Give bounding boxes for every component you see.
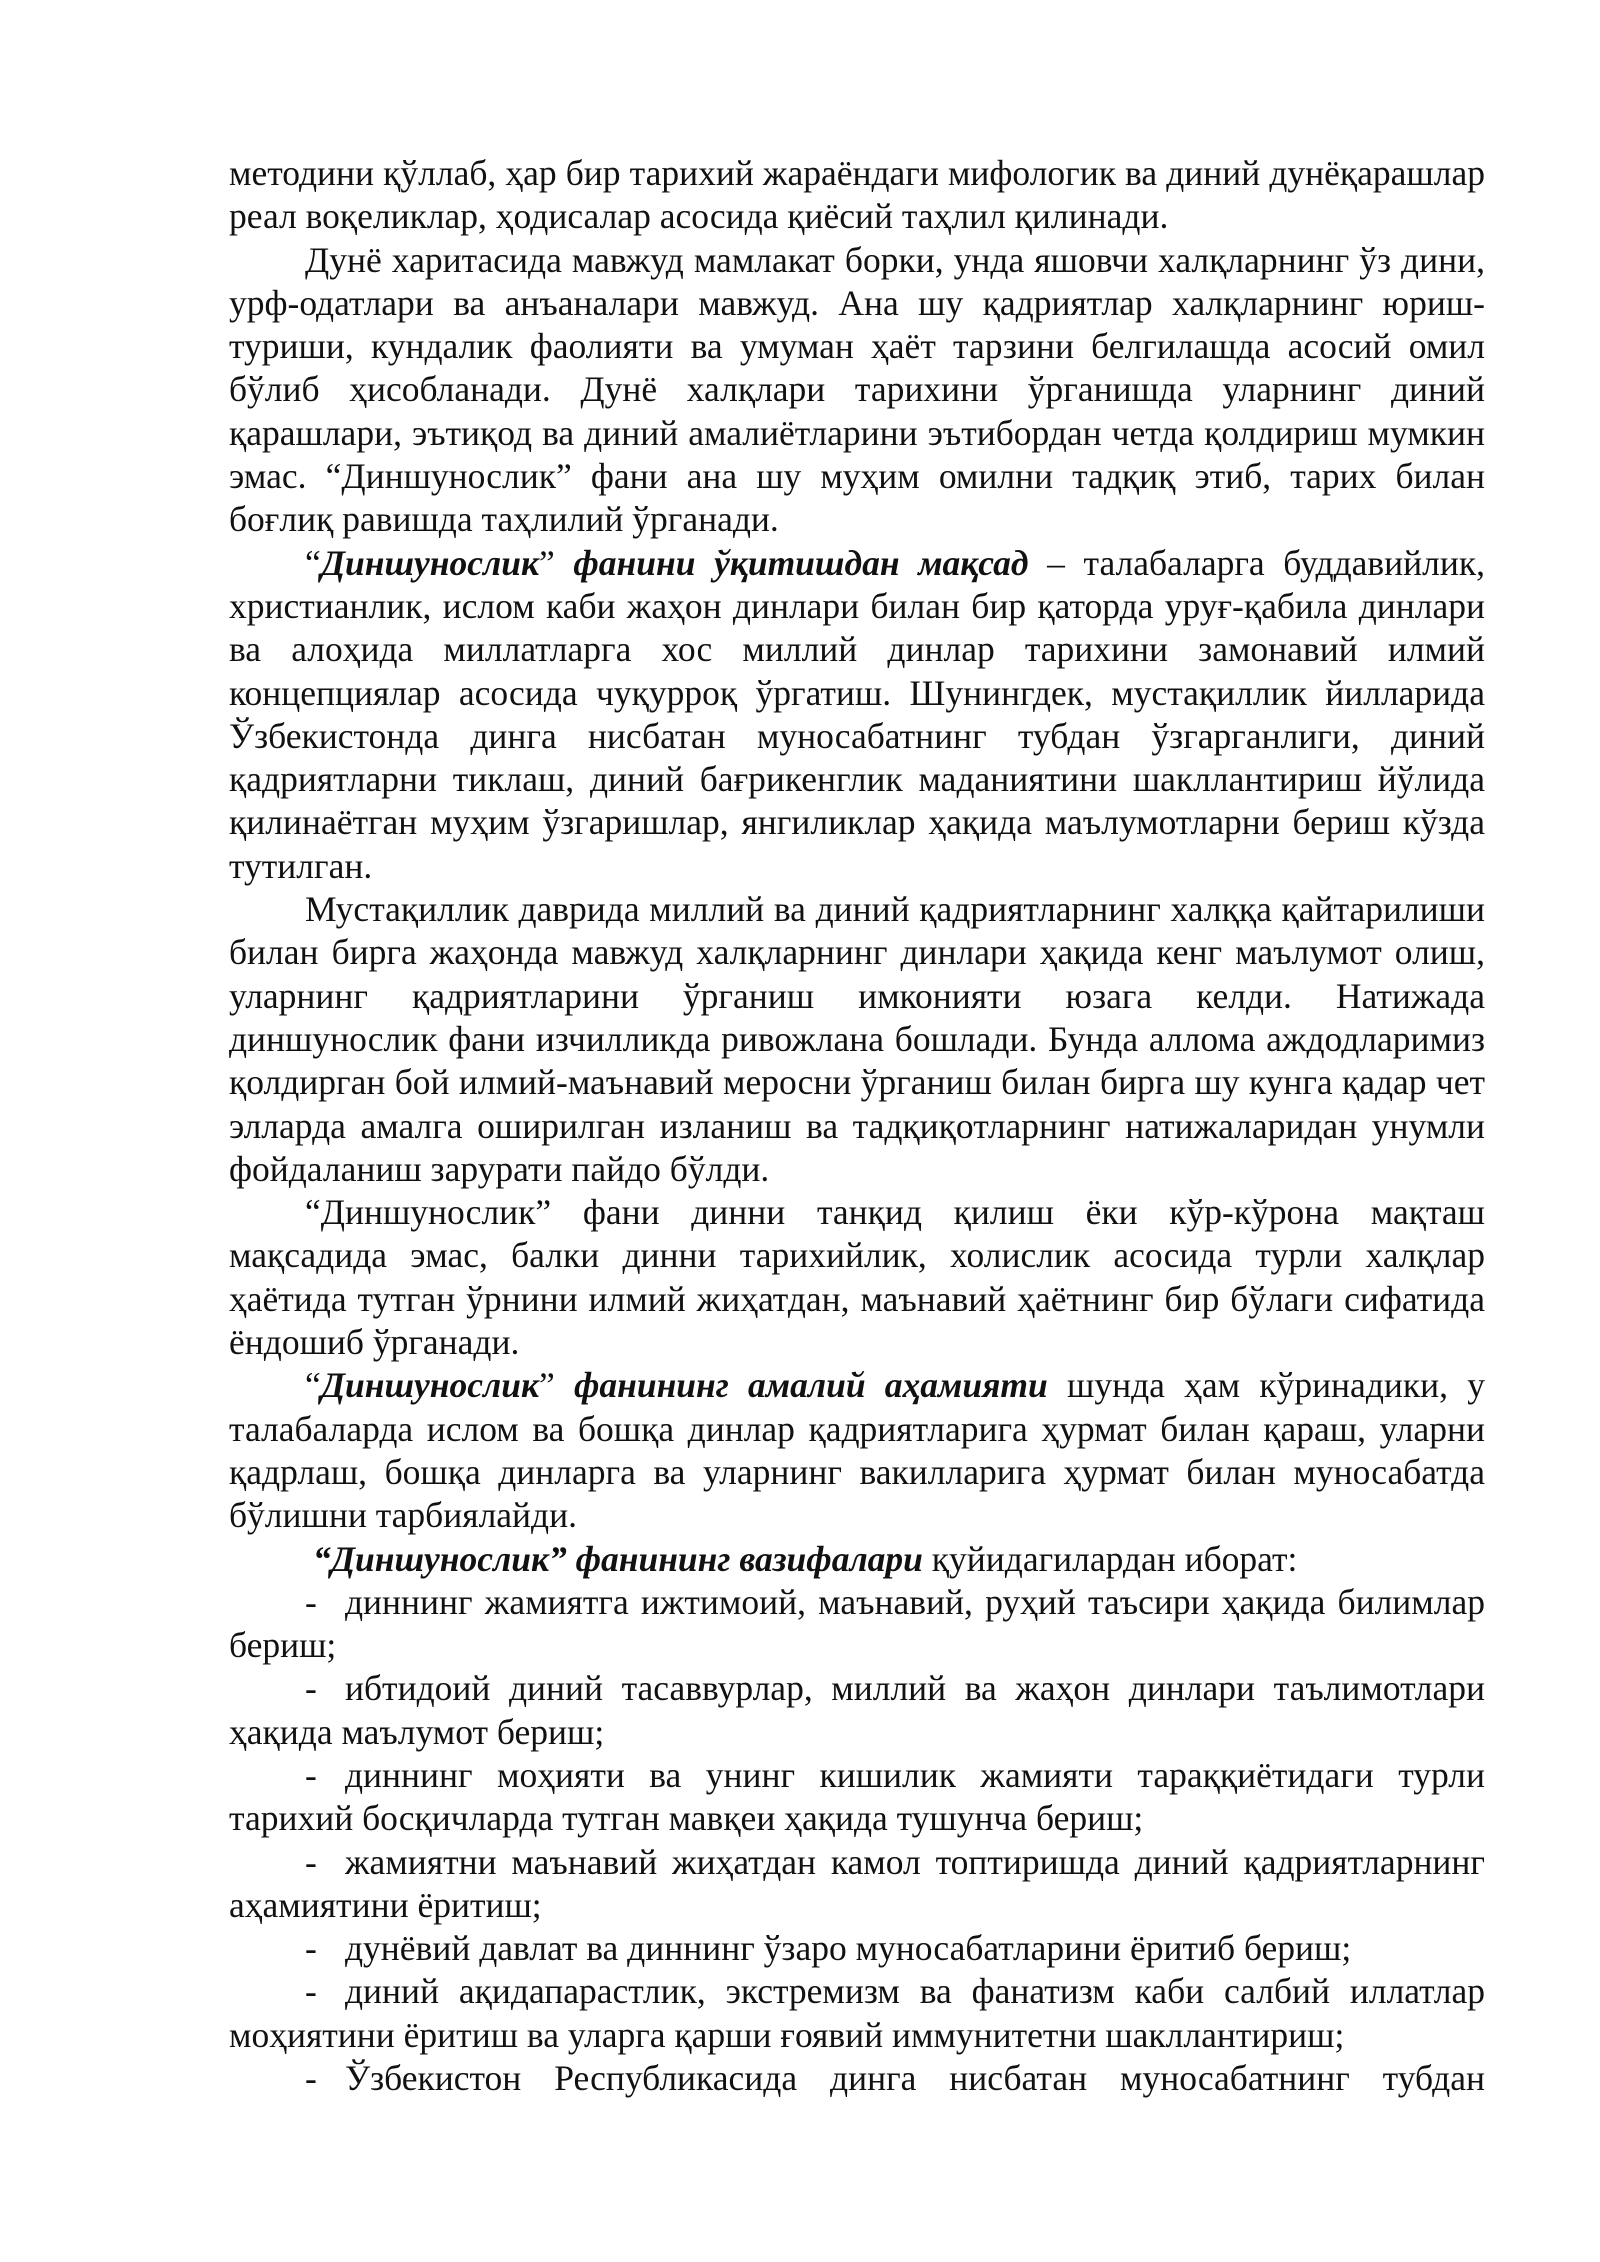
list-item-text: диннинг моҳияти ва унинг кишилик жамияти тараққиётидаги турли тарихий босқичларда тутган мавқеи ҳақида тушунча бериш; <box>229 1754 1485 1839</box>
list-dash: - <box>305 2058 317 2099</box>
list-item-text: жамиятни маънавий жиҳатдан камол топтиришда диний қадриятларнинг аҳамиятини ёритиш; <box>229 1841 1485 1925</box>
tasks-intro-text: қуйидагилардан иборат: <box>922 1538 1298 1579</box>
paragraph-goal <box>229 542 1485 888</box>
paragraph-tasks-intro <box>229 1538 1485 1581</box>
list-dash: - <box>305 1581 317 1622</box>
list-item <box>229 1970 1485 2057</box>
quote-close: ” <box>538 542 574 583</box>
list-item <box>229 2057 1485 2100</box>
quote-open: “ <box>305 1365 321 1406</box>
paragraph-critique: “Диншунослик” фани динни танқид қилиш ёки кўр-кўрона мақташ мақсадида эмас, балки динни тарихийлик, холислик асосида турли халқлар ҳаётида тутган ўрнини илмий жиҳатдан, маънавий ҳаётнинг бир бўлаги сифатида ёндошиб ўрганади. <box>229 1192 1485 1363</box>
list-item <box>229 1581 1485 1668</box>
subject-name-bold: Диншунослик <box>320 1365 539 1406</box>
list-dash: - <box>305 1754 317 1795</box>
list-item <box>229 1754 1485 1841</box>
quote-close: ” <box>538 1365 574 1406</box>
practical-text: шунда ҳам кўринадики, у талабаларда ислом ва бошқа динлар қадриятларига ҳурмат билан қараш, уларни қадрлаш, бошқа динларга ва уларнинг вакилларига ҳурмат билан муносабатда бўлишни тарбиялайди. <box>229 1365 1485 1536</box>
tasks-heading-bold: “Диншунослик” фанининг вазифалари <box>313 1538 923 1579</box>
list-item-text: ибтидоий диний тасаввурлар, миллий ва жаҳон динлари таълимотлари ҳақида маълумот бериш; <box>229 1668 1485 1752</box>
list-item-text: диний ақидапарастлик, экстремизм ва фанатизм каби салбий иллатлар моҳиятини ёритиш ва уларга қарши ғоявий иммунитетни шакллантириш; <box>229 1971 1485 2055</box>
list-item <box>229 1927 1485 1970</box>
subject-name-bold: Диншунослик <box>320 542 539 583</box>
paragraph-world-map: Дунё харитасида мавжуд мамлакат борки, унда яшовчи халқларнинг ўз дини, урф-одатлари ва анъаналари мавжуд. Ана шу қадриятлар халқларнинг юриш-туриши, кундалик фаолияти ва умуман ҳаёт тарзини белгилашда асосий омил бўлиб ҳисобланади. Дунё халқлари тарихини ўрганишда уларнинг диний қарашлари, эътиқод ва диний амалиётларини эътибордан четда қолдириш мумкин эмас. “Диншунослик” фани ана шу муҳим омилни тадқиқ этиб, тарих билан боғлиқ равишда таҳлилий ўрганади. <box>229 239 1485 540</box>
paragraph-method: методини қўллаб, ҳар бир тарихий жараёндаги мифологик ва диний дунёқарашлар реал воқеликлар, ҳодисалар асосида қиёсий таҳлил қилинади. <box>229 153 1485 237</box>
paragraph-practical-importance <box>229 1364 1485 1537</box>
list-dash: - <box>305 1971 317 2012</box>
list-item-text: Ўзбекистон Республикасида динга нисбатан муносабатнинг тубдан <box>345 2058 1485 2099</box>
list-item-text: дунёвий давлат ва диннинг ўзаро муносабатларини ёритиб бериш; <box>345 1928 1352 1969</box>
list-item <box>229 1667 1485 1754</box>
list-item <box>229 1841 1485 1928</box>
document-page <box>229 152 1485 2100</box>
list-item-text: диннинг жамиятга ижтимоий, маънавий, руҳий таъсири ҳақида билимлар бериш; <box>229 1581 1485 1666</box>
list-dash: - <box>305 1841 317 1882</box>
goal-heading-bold: фанини ўқитишдан мақсад <box>573 542 1029 583</box>
list-dash: - <box>305 1668 317 1709</box>
quote-open: “ <box>305 542 321 583</box>
list-dash: - <box>305 1928 317 1969</box>
paragraph-independence: Мустақиллик даврида миллий ва диний қадриятларнинг халққа қайтарилиши билан бирга жаҳонда мавжуд халқларнинг динлари ҳақида кенг маълумот олиш, уларнинг қадриятларини ўрганиш имконияти юзага келди. Натижада диншунослик фани изчилликда ривожлана бошлади. Бунда аллома аждодларимиз қолдирган бой илмий-маънавий меросни ўрганиш билан бирга шу кунга қадар чет элларда амалга оширилган изланиш ва тадқиқотларнинг натижаларидан унумли фойдаланиш зарурати пайдо бўлди. <box>229 889 1485 1189</box>
practical-heading-bold: фанининг амалий аҳамияти <box>573 1365 1048 1406</box>
goal-text: – талабаларга буддавийлик, христианлик, ислом каби жаҳон динлари билан бир қаторда уруғ-қабила динлари ва алоҳида миллатларга хос миллий динлар тарихини замонавий илмий концепциялар асосида чуқурроқ ўргатиш. Шунингдек, мустақиллик йилларида Ўзбекистонда динга нисбатан муносабатнинг тубдан ўзгарганлиги, диний қадриятларни тиклаш, диний бағрикенглик маданиятини шакллантириш йўлида қилинаётган муҳим ўзгаришлар, янгиликлар ҳақида маълумотларни бериш кўзда тутилган. <box>229 542 1486 886</box>
